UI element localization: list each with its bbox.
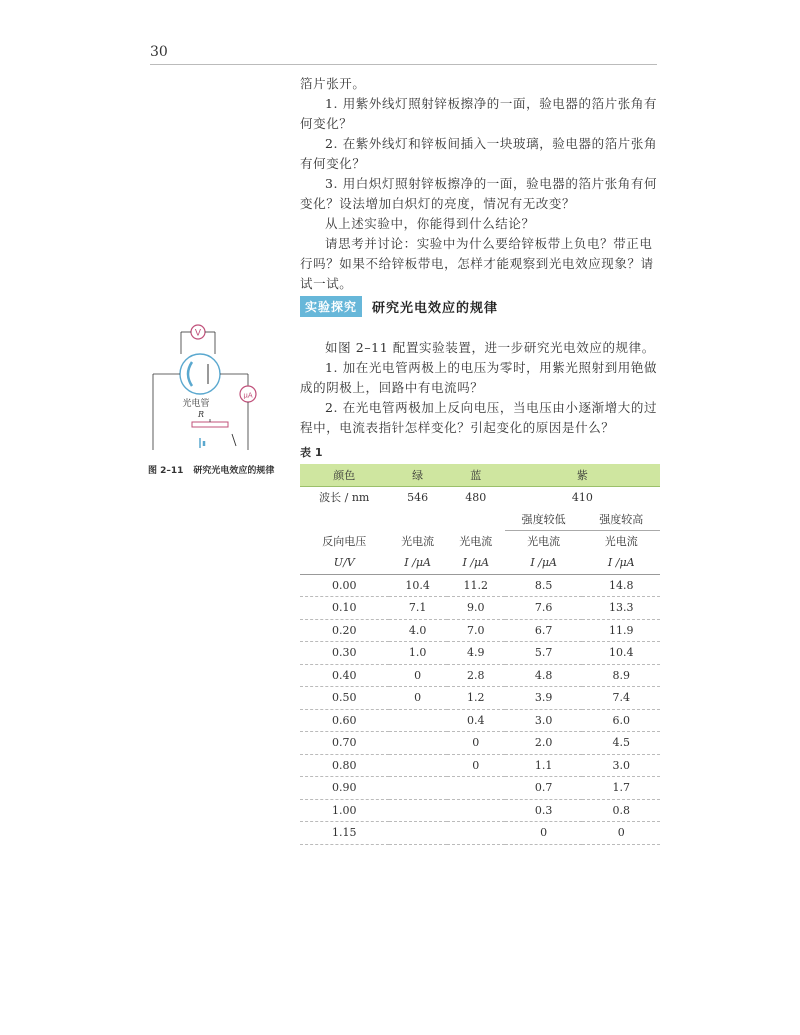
data-cell: 2.0 <box>505 732 583 755</box>
data-cell: 7.0 <box>447 619 505 642</box>
data-cell: 0.3 <box>505 799 583 822</box>
data-cell: 0.90 <box>300 777 389 800</box>
data-cell <box>389 777 447 800</box>
photocurrent-table <box>300 464 660 845</box>
wavelength-cell: 410 <box>571 490 593 504</box>
data-cell: 0.4 <box>447 709 505 732</box>
header-rule <box>150 64 657 65</box>
table-row <box>300 664 660 687</box>
page-number: 30 <box>150 44 168 60</box>
wavelength-cell: 480 <box>465 490 487 504</box>
paragraph: 从上述实验中，你能得到什么结论？ <box>325 216 535 231</box>
data-cell: 6.0 <box>582 709 660 732</box>
section-heading <box>300 296 498 317</box>
table-row <box>300 709 660 732</box>
data-cell: 6.7 <box>505 619 583 642</box>
rheostat-icon <box>192 422 228 427</box>
paragraph: 如图 2–11 配置实验装置，进一步研究光电效应的规律。 <box>325 340 655 355</box>
data-cell: 0.8 <box>582 799 660 822</box>
paragraph: 请思考并讨论：实验中为什么要给锌板带上负电？带正电行吗？如果不给锌板带电，怎样才能观察到光电效应现象？请试一试。 <box>300 236 654 291</box>
data-cell: 11.2 <box>447 574 505 597</box>
table-color-row <box>300 464 660 486</box>
unit-cell: I /μA <box>505 552 583 574</box>
switch-icon <box>232 434 236 446</box>
table-row <box>300 732 660 755</box>
data-cell: 0.30 <box>300 642 389 665</box>
table-row <box>300 822 660 845</box>
empty-cell <box>447 508 505 530</box>
data-cell <box>389 709 447 732</box>
table-row <box>300 687 660 710</box>
data-cell <box>389 754 447 777</box>
data-cell: 1.00 <box>300 799 389 822</box>
data-cell: 0.50 <box>300 687 389 710</box>
data-cell <box>447 822 505 845</box>
data-cell: 0 <box>447 732 505 755</box>
data-cell: 13.3 <box>582 597 660 620</box>
figure-caption <box>148 464 288 478</box>
data-cell: 1.7 <box>582 777 660 800</box>
figure-caption-number: 图 2–11 <box>148 466 184 476</box>
paragraph: 1. 加在光电管两极上的电压为零时，用紫光照射到用铯做成的阴极上，回路中有电流吗？ <box>300 360 658 395</box>
wavelength-cell: 波长 / nm <box>319 491 370 505</box>
photo-tube-label: 光电管 <box>182 399 210 409</box>
data-cell: 3.0 <box>505 709 583 732</box>
wavelength-cell: 546 <box>407 490 429 504</box>
section-text-block <box>300 338 660 438</box>
data-cell: 4.0 <box>389 619 447 642</box>
data-cell: 0.00 <box>300 574 389 597</box>
table-row <box>300 619 660 642</box>
table-unit-row <box>300 552 660 574</box>
rheostat-label: R <box>198 410 205 419</box>
data-cell: 1.15 <box>300 822 389 845</box>
data-cell: 9.0 <box>447 597 505 620</box>
unit-cell: U/V <box>300 552 389 574</box>
data-cell: 7.6 <box>505 597 583 620</box>
data-cell: 7.4 <box>582 687 660 710</box>
color-header-cell: 绿 <box>389 464 447 486</box>
table-row <box>300 754 660 777</box>
data-cell: 4.8 <box>505 664 583 687</box>
data-cell: 10.4 <box>582 642 660 665</box>
section-tag: 实验探究 <box>300 296 362 317</box>
data-cell <box>389 732 447 755</box>
data-cell <box>389 822 447 845</box>
color-header-cell: 颜色 <box>300 464 389 486</box>
circuit-diagram <box>148 322 268 462</box>
unit-cell: I /μA <box>389 552 447 574</box>
paragraph: 箔片张开。 <box>300 76 366 91</box>
table-row <box>300 642 660 665</box>
data-cell: 3.0 <box>582 754 660 777</box>
color-header-cell: 紫 <box>505 464 660 486</box>
ammeter-label: μA <box>243 391 253 400</box>
data-cell: 0 <box>389 687 447 710</box>
table-row <box>300 597 660 620</box>
intensity-cell: 强度较低 <box>505 508 583 530</box>
data-cell: 1.1 <box>505 754 583 777</box>
data-cell: 7.1 <box>389 597 447 620</box>
data-cell: 0.20 <box>300 619 389 642</box>
table-label: 表 1 <box>300 446 323 459</box>
data-cell: 0.40 <box>300 664 389 687</box>
data-cell: 0 <box>447 754 505 777</box>
data-cell: 0.10 <box>300 597 389 620</box>
data-cell <box>447 799 505 822</box>
data-cell: 8.9 <box>582 664 660 687</box>
data-cell: 2.8 <box>447 664 505 687</box>
column-header-cell: 光电流 <box>527 535 561 549</box>
paragraph: 1. 用紫外线灯照射锌板擦净的一面，验电器的箔片张角有何变化？ <box>300 96 658 131</box>
color-header-cell: 蓝 <box>447 464 505 486</box>
data-cell <box>389 799 447 822</box>
data-cell <box>447 777 505 800</box>
table-row <box>300 799 660 822</box>
upper-text-block <box>300 74 660 294</box>
column-header-cell: 光电流 <box>604 535 638 549</box>
circuit-figure <box>148 322 268 462</box>
data-cell: 1.0 <box>389 642 447 665</box>
data-cell: 14.8 <box>582 574 660 597</box>
data-cell: 11.9 <box>582 619 660 642</box>
data-cell: 10.4 <box>389 574 447 597</box>
photo-tube-icon <box>180 354 220 394</box>
voltmeter-label: V <box>194 328 202 339</box>
data-cell: 4.5 <box>582 732 660 755</box>
table-wavelength-row <box>300 486 660 508</box>
table-intensity-row <box>300 508 660 530</box>
data-cell: 4.9 <box>447 642 505 665</box>
data-cell: 0.7 <box>505 777 583 800</box>
data-cell: 0 <box>505 822 583 845</box>
data-cell: 5.7 <box>505 642 583 665</box>
section-title: 研究光电效应的规律 <box>372 301 499 316</box>
data-cell: 0.70 <box>300 732 389 755</box>
table-header-row <box>300 530 660 552</box>
data-cell: 0 <box>582 822 660 845</box>
empty-cell <box>389 508 447 530</box>
paragraph: 2. 在紫外线灯和锌板间插入一块玻璃，验电器的箔片张角有何变化？ <box>300 136 658 171</box>
column-header-cell: 光电流 <box>401 535 435 548</box>
unit-cell: I /μA <box>582 552 660 574</box>
intensity-cell: 强度较高 <box>582 508 660 530</box>
data-cell: 3.9 <box>505 687 583 710</box>
table-row <box>300 574 660 597</box>
column-header-cell: 反向电压 <box>322 535 367 548</box>
paragraph: 3. 用白炽灯照射锌板擦净的一面，验电器的箔片张角有何变化？设法增加白炽灯的亮度，情况有无改变？ <box>300 176 658 211</box>
unit-cell: I /μA <box>447 552 505 574</box>
data-cell: 1.2 <box>447 687 505 710</box>
data-cell: 0 <box>389 664 447 687</box>
table-row <box>300 777 660 800</box>
column-header-cell: 光电流 <box>459 535 493 548</box>
figure-caption-text: 研究光电效应的规律 <box>193 466 275 476</box>
paragraph: 2. 在光电管两极加上反向电压，当电压由小逐渐增大的过程中，电流表指针怎样变化？引起变化的原因是什么？ <box>300 400 658 435</box>
data-cell: 8.5 <box>505 574 583 597</box>
empty-cell <box>300 508 389 530</box>
data-cell: 0.60 <box>300 709 389 732</box>
data-cell: 0.80 <box>300 754 389 777</box>
